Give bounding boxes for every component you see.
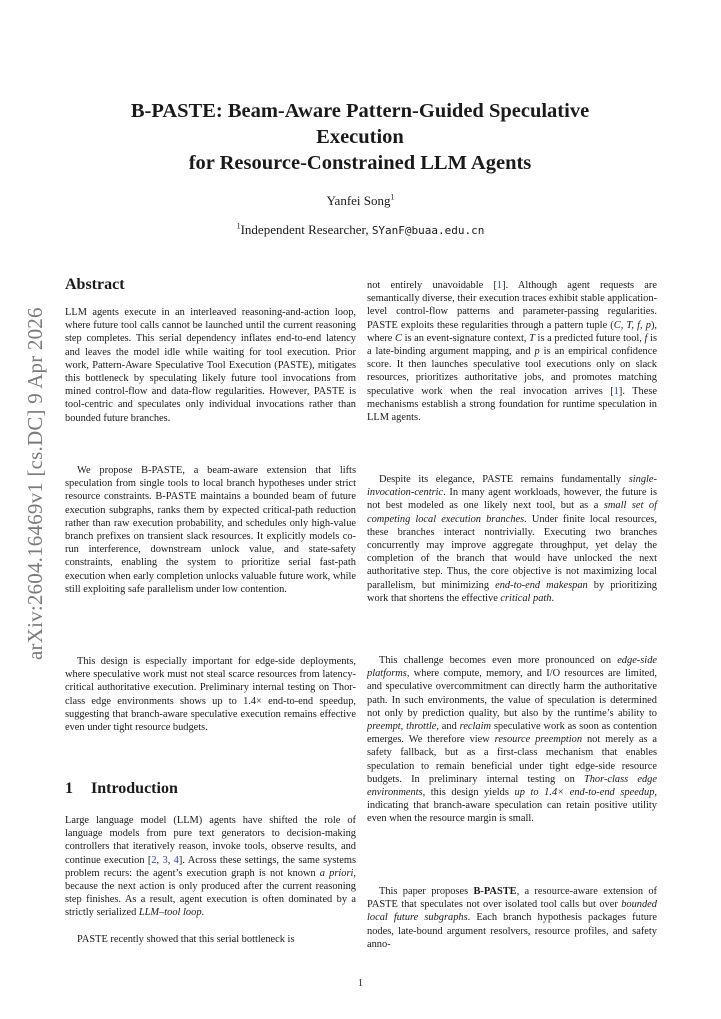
author-name: Yanfei Song xyxy=(326,193,391,208)
right-text: . Under finite local resources, these branches interact nontrivially. Executing two branches concurrently may improve aggregate throughput, yet delay the completion of the branch that would have unlocked the next authoritative step. Thus, the core objective is not maximizing local parallelism, but minimizing xyxy=(367,513,657,591)
affiliation-text: Independent Researcher, xyxy=(240,222,372,237)
right-text: not merely as a safety fallback, but as a first-class mechanism that enables speculation to remain beneficial under tight edge-side resource budgets. In preliminary internal testing on xyxy=(367,734,658,785)
math-symbol: p xyxy=(534,346,540,358)
intro-paragraph-2-start xyxy=(65,933,356,946)
title-line-3: for Resource-Constrained LLM Agents xyxy=(188,152,532,174)
right-text: not entirely unavoidable [ xyxy=(367,280,497,291)
abstract-paragraph-2-text: We propose B-PASTE, a beam-aware extension that lifts speculation from single tools to local branch hypotheses under strict resource constraints. B-PASTE maintains a bounded beam of future execution subgraphs, ranks them by expected critical-path reduction rather than raw execution probability, and schedules only high-value branch prefixes on transient slack resources. It explicitly models co-run interference, downstream unlock value, and state-safety constraints, enabling the system to prioritize serial fast-path execution when early completion unlocks valuable future work, while still exploiting safe parallelism under low contention. xyxy=(65,465,356,595)
math-symbol: T xyxy=(529,332,535,344)
right-text: This paper proposes xyxy=(379,886,474,897)
intro-text-b: ]. Across these settings, the same systems problem recurs: the agent’s execution graph is not known xyxy=(65,854,356,879)
citation-link[interactable]: 1 xyxy=(496,280,503,291)
author-line xyxy=(0,193,721,209)
right-text: . In many agent workloads, however, the future is not best modeled as one likely next tool, but as a xyxy=(367,487,657,512)
section-title: Introduction xyxy=(91,780,178,797)
intro-emphasis: LLM–tool loop xyxy=(138,907,202,919)
right-text: is an event-signature context, xyxy=(401,332,530,344)
right-emphasis: reclaim xyxy=(459,721,492,733)
right-paragraph-4 xyxy=(367,885,657,951)
arxiv-stamp xyxy=(18,300,54,660)
right-text: , xyxy=(400,721,407,733)
intro-emphasis: a priori xyxy=(319,867,354,879)
right-emphasis: throttle xyxy=(406,721,437,733)
right-text: ]. These mechanisms establish a strong foundation for runtime speculation in LLM agents. xyxy=(367,385,657,424)
right-paragraph-3 xyxy=(367,654,657,826)
title-line-1: B-PASTE: Beam-Aware Pattern-Guided Speculative xyxy=(130,100,590,122)
right-emphasis: single-invocation-centric xyxy=(367,474,657,499)
right-paragraph-1 xyxy=(367,279,657,424)
right-text: speculative work as soon as contention emerges. We therefore view xyxy=(367,721,658,746)
citation-link[interactable]: 4 xyxy=(173,854,179,866)
paper-title xyxy=(60,98,660,176)
intro-text-c: , because the next action is only produced after the current reasoning step finishes. As a result, agent execution is often dominated by a strictly serialized xyxy=(65,867,356,919)
right-text: Despite its elegance, PASTE remains fundamentally xyxy=(379,474,629,485)
abstract-paragraph-2 xyxy=(65,464,356,596)
right-text: , this design yields xyxy=(422,787,515,799)
abstract-paragraph-1: LLM agents execute in an interleaved reasoning-and-action loop, where future tool calls cannot be launched until the current reasoning step completes. This serial dependency inflates end-to-end latency and leaves the model idle while waiting for tool execution. Prior work, Pattern-Aware Speculative Tool Execution (PASTE), mitigates this bottleneck by speculating likely future tool invocations from mined control-flow and data-flow regularities. However, PASTE is tool-centric and speculates only individual invocations rather than bounded future branches. xyxy=(65,307,356,424)
citation-link[interactable]: 2 xyxy=(151,854,157,866)
right-emphasis: resource preemption xyxy=(494,734,583,746)
citation-link[interactable]: 1 xyxy=(613,385,619,397)
right-text: is an empirical confidence score. It then launches speculative tool executions only on slack resources, prioritizes authoritative jobs, and promotes matching speculative work when the real invocation arrives [ xyxy=(367,346,657,397)
right-emphasis: edge-side platforms xyxy=(367,655,657,680)
right-text: is a late-binding argument mapping, and xyxy=(367,332,657,358)
intro-text-a: Large language model (LLM) agents have shifted the role of language models from pure text generators to decision-making controllers that iteratively reason, invoke tools, observe results, and continue execution [ xyxy=(65,815,356,866)
introduction-heading xyxy=(65,779,178,799)
right-text: , a resource-aware extension of PASTE that speculates not over isolated tool calls but over xyxy=(367,886,658,911)
intro-text-d: . xyxy=(201,907,205,919)
affiliation-line xyxy=(0,222,721,239)
system-name: B-PASTE xyxy=(473,886,517,897)
right-emphasis: preempt xyxy=(367,721,401,733)
right-emphasis: critical path xyxy=(500,592,552,604)
right-emphasis: small set of competing local execution branches xyxy=(367,500,657,525)
right-emphasis: up to 1.4× end-to-end speedup xyxy=(514,787,655,799)
right-text: . xyxy=(551,592,555,604)
intro-paragraph-2-text: PASTE recently showed that this serial bottleneck is xyxy=(77,934,295,945)
right-emphasis: end-to-end makespan xyxy=(495,579,588,591)
citation-link[interactable]: 3 xyxy=(162,854,168,866)
right-text: , where compute, memory, and I/O resources are limited, and speculative overcommitment can directly harm the authoritative path. In such environments, the value of speculation is determined not only by prediction quality, but also by the runtime’s ability to xyxy=(367,668,657,719)
math-symbol: f xyxy=(644,332,648,344)
section-number: 1 xyxy=(65,780,73,797)
arxiv-identifier: arXiv:2604.16469v1 [cs.DC] 9 Apr 2026 xyxy=(23,307,47,660)
page-number: 1 xyxy=(357,978,364,989)
right-text: ]. Although agent requests are semantically diverse, their execution traces exhibit stable application-level control-flow patterns and parameter-passing regularities. PASTE exploits these regularities through a pattern tuple ( xyxy=(367,280,657,331)
right-text: , indicating that branch-aware speculation can retain positive utility even when the resource margin is small. xyxy=(367,787,657,825)
abstract-paragraph-3-text: This design is especially important for edge-side deployments, where speculative work must not steal scarce resources from latency-critical authoritative execution. Preliminary internal testing on Thor-class edge environments shows up to 1.4× end-to-end speedup, suggesting that branch-aware speculative execution remains effective even under tight resource budgets. xyxy=(65,656,356,734)
right-paragraph-2 xyxy=(367,473,657,605)
right-text: This challenge becomes even more pronounced on xyxy=(379,655,618,666)
right-text: is a predicted future tool, xyxy=(534,332,645,344)
right-text: , and xyxy=(436,721,460,733)
abstract-heading: Abstract xyxy=(65,276,125,293)
title-line-2: Execution xyxy=(316,126,404,148)
math-symbol: C, T, f, p xyxy=(613,319,651,331)
right-text: ), where xyxy=(367,319,657,344)
right-emphasis: bounded local future subgraphs xyxy=(367,899,657,924)
abstract-paragraph-3 xyxy=(65,655,356,734)
right-emphasis: Thor-class edge environments xyxy=(367,773,657,799)
author-email[interactable]: SYanF@buaa.edu.cn xyxy=(371,224,485,237)
right-text: . Each branch hypothesis packages future nodes, late-bound argument resolvers, resource profiles, and safety anno- xyxy=(367,912,657,950)
affiliation-mark: 1 xyxy=(236,221,241,231)
math-symbol: C xyxy=(395,332,402,344)
intro-paragraph-1: Large language model (LLM) agents have shifted the role of language models from pure text generators to decision-making controllers that iteratively reason, invoke tools, observe results, and continue execution [2, 3, 4]. Across these settings, the same systems problem recurs: the agent’s execution graph is not known a priori, because the next action is only produced after the current reasoning step finishes. As a result, agent execution is often dominated by a strictly serialized LLM–tool loop. xyxy=(65,815,356,919)
right-text: by prioritizing work that shortens the effective xyxy=(367,579,657,604)
author-affiliation-mark: 1 xyxy=(390,192,395,202)
